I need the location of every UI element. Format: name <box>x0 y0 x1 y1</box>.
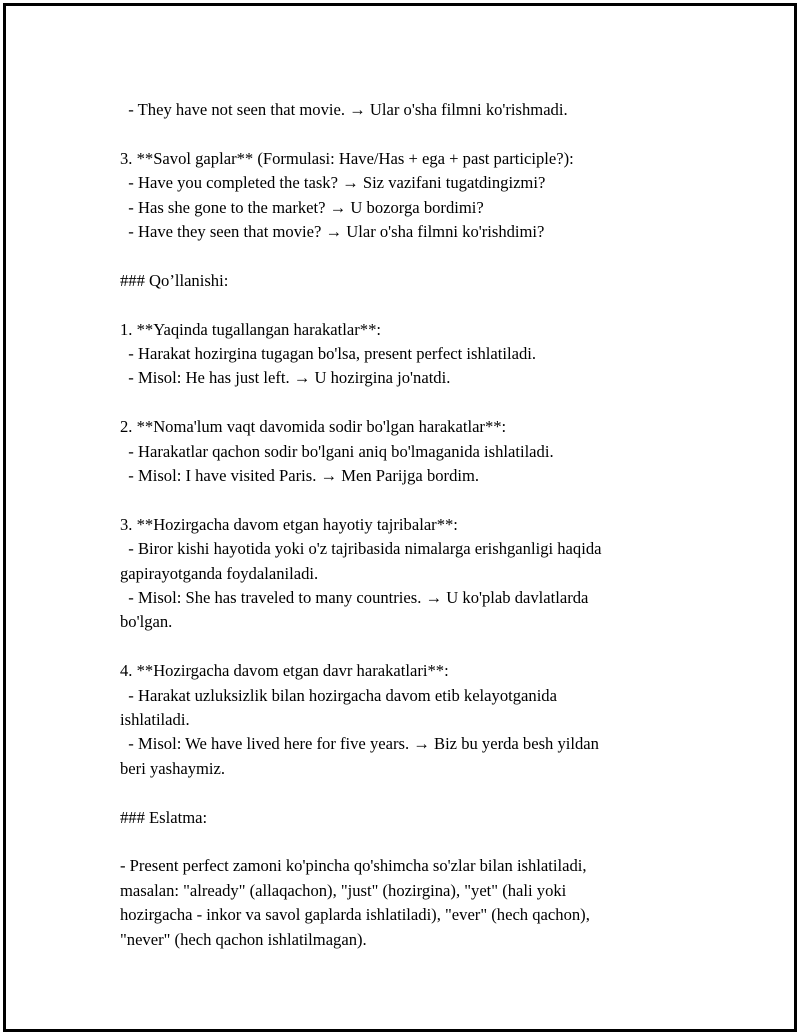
text-line: 2. **Noma'lum vaqt davomida sodir bo'lgan harakatlar**: <box>120 417 507 437</box>
document-text <box>120 98 660 952</box>
blank-line <box>120 830 660 854</box>
text-line: hozirgacha - inkor va savol gaplarda ishlatiladi), "ever" (hech qachon), <box>120 905 590 925</box>
blank-line <box>120 781 660 805</box>
text-line: ishlatiladi. <box>120 710 190 730</box>
blank-line <box>120 244 660 268</box>
page-frame <box>3 3 797 1032</box>
text-line: bo'lgan. <box>120 612 173 632</box>
text-line: - Misol: We have lived here for five years. → Biz bu yerda besh yildan <box>120 734 599 754</box>
blank-line <box>120 293 660 317</box>
blank-line <box>120 635 660 659</box>
text-line: 4. **Hozirgacha davom etgan davr harakatlari**: <box>120 661 449 681</box>
blank-line <box>120 391 660 415</box>
text-line: 1. **Yaqinda tugallangan harakatlar**: <box>120 319 381 339</box>
text-line: gapirayotganda foydalaniladi. <box>120 563 319 583</box>
text-line: ### Qo’llanishi: <box>120 270 229 290</box>
text-line: masalan: "already" (allaqachon), "just" (hozirgina), "yet" (hali yoki <box>120 880 567 900</box>
text-line: - Harakatlar qachon sodir bo'lgani aniq bo'lmaganida ishlatiladi. <box>120 441 554 461</box>
blank-line <box>120 122 660 146</box>
text-line: - Misol: I have visited Paris. → Men Parijga bordim. <box>120 466 480 486</box>
text-line: "never" (hech qachon ishlatilmagan). <box>120 929 367 949</box>
text-line: - Have they seen that movie? → Ular o'sha filmni ko'rishdimi? <box>120 222 545 242</box>
text-line: - Harakat hozirgina tugagan bo'lsa, present perfect ishlatiladi. <box>120 344 536 364</box>
text-line: 3. **Hozirgacha davom etgan hayotiy tajribalar**: <box>120 514 458 534</box>
text-line: beri yashaymiz. <box>120 758 226 778</box>
text-line: - Misol: She has traveled to many countries. → U ko'plab davlatlarda <box>120 588 589 608</box>
text-line: - Has she gone to the market? → U bozorga bordimi? <box>120 197 484 217</box>
blank-line <box>120 488 660 512</box>
text-line: - Present perfect zamoni ko'pincha qo'shimcha so'zlar bilan ishlatiladi, <box>120 856 587 876</box>
text-line: - Have you completed the task? → Siz vazifani tugatdingizmi? <box>120 173 546 193</box>
text-line: - Biror kishi hayotida yoki o'z tajribasida nimalarga erishganligi haqida <box>120 539 602 559</box>
text-line: - They have not seen that movie. → Ular o'sha filmni ko'rishmadi. <box>120 100 568 119</box>
text-line: - Misol: He has just left. → U hozirgina jo'natdi. <box>120 368 451 388</box>
text-line: - Harakat uzluksizlik bilan hozirgacha davom etib kelayotganida <box>120 685 557 705</box>
text-line: 3. **Savol gaplar** (Formulasi: Have/Has + ega + past participle?): <box>120 148 574 168</box>
text-line: ### Eslatma: <box>120 807 208 827</box>
